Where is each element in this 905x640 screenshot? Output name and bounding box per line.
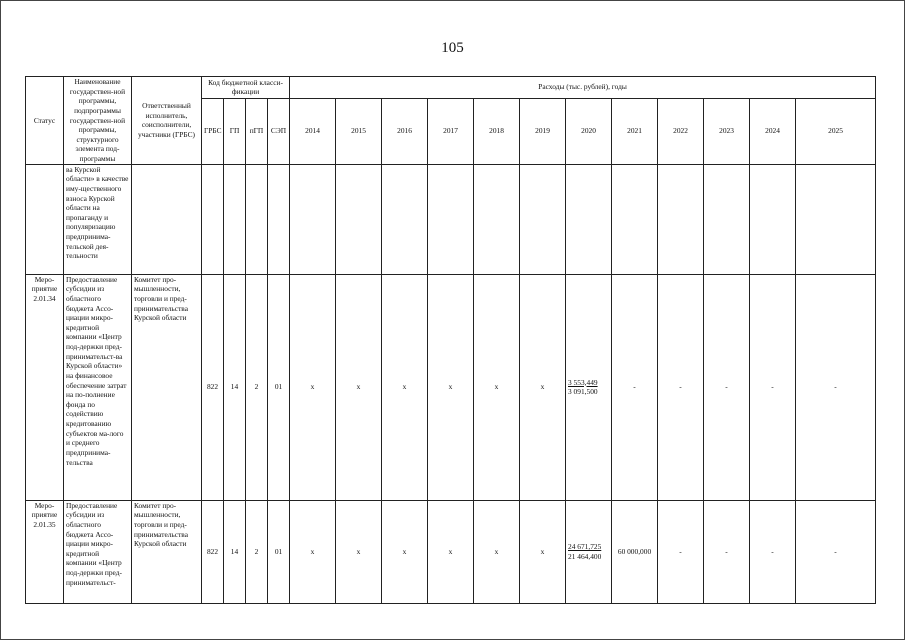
row-value: - <box>750 274 796 500</box>
row-code: 822 <box>202 500 224 603</box>
row-value: х <box>336 500 382 603</box>
row-status: Меро-приятие 2.01.35 <box>26 500 64 603</box>
row-code: 14 <box>224 500 246 603</box>
row-program-name: ва Курской области» в качестве иму-щественного взноса Курской области на пропаганду и популяризацию предпринима-тельской дея-тельности <box>64 164 132 274</box>
header-year: 2021 <box>612 98 658 164</box>
header-year: 2017 <box>428 98 474 164</box>
row-value <box>704 164 750 274</box>
row-value <box>796 164 876 274</box>
row-value <box>520 164 566 274</box>
row-value: х <box>520 274 566 500</box>
row-value <box>474 164 520 274</box>
header-year: 2024 <box>750 98 796 164</box>
row-code: 14 <box>224 274 246 500</box>
row-value: х <box>290 274 336 500</box>
header-year: 2020 <box>566 98 612 164</box>
header-code-sep: СЭП <box>268 98 290 164</box>
row-program-name: Предоставление субсидии из областного бюджета Ассо-циации микро-кредитной компании «Центр под-держки пред-принимательст-ва Курской области» на финансовое обеспечение затрат на по-полнение фонда по содействию кредитованию субъектов ма-лого и среднего предпринима-тельства <box>64 274 132 500</box>
header-year: 2022 <box>658 98 704 164</box>
header-code-grbs: ГРБС <box>202 98 224 164</box>
header-program-name: Наименование государствен-ной программы, подпрограммы государствен-ной программы, структурного элемента под-программы <box>64 77 132 165</box>
header-year: 2025 <box>796 98 876 164</box>
row-program-name: Предоставление субсидии из областного бюджета Ассо-циации микро-кредитной компании «Центр под-держки пред-принимательст- <box>64 500 132 603</box>
row-value: - <box>704 500 750 603</box>
header-year: 2016 <box>382 98 428 164</box>
value-2020-federal: 3 091,500 <box>568 387 598 397</box>
row-value: х <box>428 500 474 603</box>
row-value <box>750 164 796 274</box>
row-value <box>382 164 428 274</box>
row-code <box>246 164 268 274</box>
header-row-1 <box>26 77 876 99</box>
row-code <box>268 164 290 274</box>
table-row <box>26 500 876 603</box>
row-value: - <box>658 274 704 500</box>
row-value: х <box>428 274 474 500</box>
row-code: 2 <box>246 274 268 500</box>
row-value: 60 000,000 <box>612 500 658 603</box>
header-responsible: Ответственный исполнитель, соисполнители, участники (ГРБС) <box>132 77 202 165</box>
table-row <box>26 274 876 500</box>
value-2020-total: 3 553,449 <box>568 377 598 387</box>
row-value: - <box>612 274 658 500</box>
value-2020-total: 24 671,725 <box>568 542 602 551</box>
row-value <box>658 164 704 274</box>
value-2020-federal: 21 464,400 <box>568 551 602 561</box>
expenses-table <box>25 76 876 604</box>
row-value-2020 <box>566 274 612 500</box>
row-responsible <box>132 164 202 274</box>
header-year: 2019 <box>520 98 566 164</box>
row-value <box>336 164 382 274</box>
header-year: 2018 <box>474 98 520 164</box>
row-value <box>290 164 336 274</box>
row-value: - <box>796 500 876 603</box>
row-value: - <box>704 274 750 500</box>
row-code: 01 <box>268 274 290 500</box>
row-value: х <box>336 274 382 500</box>
row-value: - <box>796 274 876 500</box>
row-status <box>26 164 64 274</box>
row-value: - <box>658 500 704 603</box>
header-year: 2014 <box>290 98 336 164</box>
row-code: 01 <box>268 500 290 603</box>
row-value: - <box>750 500 796 603</box>
row-status: Меро-приятие 2.01.34 <box>26 274 64 500</box>
row-value-2020 <box>566 500 612 603</box>
row-value: х <box>382 274 428 500</box>
row-value <box>612 164 658 274</box>
row-value <box>566 164 612 274</box>
row-value: х <box>520 500 566 603</box>
row-code <box>224 164 246 274</box>
row-code <box>202 164 224 274</box>
header-status: Статус <box>26 77 64 165</box>
row-value: х <box>474 500 520 603</box>
header-year: 2015 <box>336 98 382 164</box>
header-expenses: Расходы (тыс. рублей), годы <box>290 77 876 99</box>
row-code: 822 <box>202 274 224 500</box>
row-value: х <box>382 500 428 603</box>
row-responsible: Комитет про-мышленности, торговли и пред-принимательства Курской области <box>132 500 202 603</box>
row-responsible: Комитет про-мышленности, торговли и пред-принимательства Курской области <box>132 274 202 500</box>
table-row <box>26 164 876 274</box>
row-value: х <box>290 500 336 603</box>
row-value <box>428 164 474 274</box>
header-code-pgp: пГП <box>246 98 268 164</box>
row-code: 2 <box>246 500 268 603</box>
header-budget-code: Код бюджетной класси-фикации <box>202 77 290 99</box>
header-year: 2023 <box>704 98 750 164</box>
header-code-gp: ГП <box>224 98 246 164</box>
row-value: х <box>474 274 520 500</box>
page-number: 105 <box>441 40 464 56</box>
